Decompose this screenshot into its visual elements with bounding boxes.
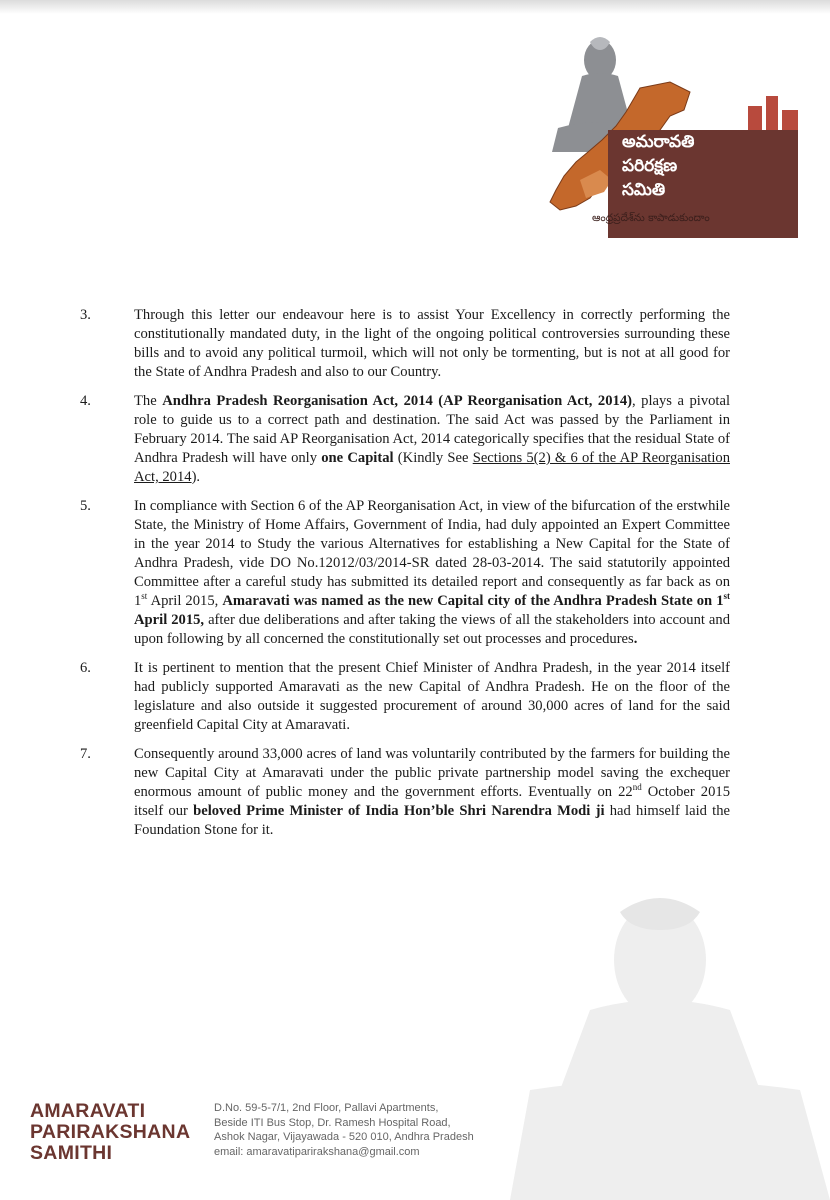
footer-email: email: amaravatiparirakshana@gmail.com (214, 1145, 420, 1158)
paragraph-text (134, 306, 730, 382)
text-run: The (134, 393, 163, 409)
footer-org-line: SAMITHI (30, 1142, 113, 1164)
paragraph-number: 4. (80, 393, 91, 409)
letter-body (80, 306, 730, 850)
text-run: April 2015, (147, 593, 223, 609)
emphasis-text: . (633, 631, 638, 647)
emphasis-text: April 2015, (134, 612, 205, 628)
emphasis-text: Amaravati was named as the new Capital city of the Andhra Pradesh State on 1 (222, 593, 724, 609)
paragraph-text (134, 392, 730, 487)
logo-tagline: ఆంధ్రప్రదేశ్‌ను కాపాడుకుందాం (592, 212, 710, 224)
paragraph-text (134, 745, 730, 840)
footer-address-line: D.No. 59-5-7/1, 2nd Floor, Pallavi Apartments, (214, 1102, 439, 1114)
text-run: (Kindly See (393, 450, 473, 466)
paragraph-text (134, 659, 730, 735)
statue-watermark (510, 890, 830, 1200)
text-run: after due deliberations and after taking the views of all the stakeholders into account and upon following by all concerned the constitutionally set out processes and procedures (134, 612, 730, 647)
paragraph-text (134, 497, 730, 649)
footer-address-line: Ashok Nagar, Vijayawada - 520 010, Andhra Pradesh (214, 1131, 474, 1144)
paragraph-number: 3. (80, 307, 91, 323)
footer-organization-name (30, 1101, 190, 1164)
text-run: Consequently around 33,000 acres of land was voluntarily contributed by the farmers for building the new Capital City at Amaravati under the public private partnership model saving the exchequer enormous amount of public money and the government efforts. Eventually on 22 (134, 746, 730, 800)
text-run: , plays a pivotal role to guide us to a correct path and destination. The said Act was passed by the Parliament in February 2014. The said AP Reorganisation Act, 2014 categorically specifies that the residual State of Andhra Pradesh will have only (134, 393, 730, 466)
emphasis-text: st (723, 591, 731, 602)
numbered-paragraph (80, 392, 730, 487)
numbered-paragraph (80, 497, 730, 649)
footer-address-line: Beside ITI Bus Stop, Dr. Ramesh Hospital Road, (214, 1116, 451, 1129)
emphasis-text: beloved Prime Minister of India Hon’ble Shri Narendra Modi ji (193, 803, 605, 819)
text-run: In compliance with Section 6 of the AP Reorganisation Act, in view of the bifurcation of the erstwhile State, the Ministry of Home Affairs, Government of India, had duly appointed an Expert Committee in the year 2014 to Study the various Alternatives for establishing a New Capital for the State of Andhra Pradesh, vide DO No.12012/03/2014-SR dated 28-03-2014. The said statutorily appointed Committee after a careful study has submitted its detailed report and consequently as far back as on 1 (134, 498, 730, 609)
text-run: ). (191, 469, 201, 485)
text-run: October 2015 itself our (134, 784, 730, 819)
text-run: Through this letter our endeavour here is to assist Your Excellency in correctly performing the constitutionally mandated duty, in the light of the ongoing political controversies surrounding these bills and to avoid any political turmoil, which will not only be tormenting, but is not at all good for the State of Andhra Pradesh and also to our Country. (134, 307, 730, 380)
paragraph-number: 7. (80, 746, 91, 762)
paragraph-number: 6. (80, 660, 91, 676)
emphasis-text: Andhra Pradesh Reorganisation Act, 2014 (AP Reorganisation Act, 2014) (162, 393, 632, 409)
footer-address (214, 1101, 474, 1159)
text-run: had himself laid the Foundation Stone for it. (134, 803, 730, 838)
emphasis-text: one Capital (321, 450, 394, 466)
footer-org-line: PARIRAKSHANA (30, 1121, 191, 1143)
section-reference: Sections 5(2) & 6 of the AP Reorganisation Act, 2014 (134, 450, 730, 485)
numbered-paragraph (80, 745, 730, 840)
numbered-paragraph (80, 306, 730, 382)
footer-org-line: AMARAVATI (30, 1100, 146, 1122)
numbered-paragraph (80, 659, 730, 735)
text-run: nd (632, 782, 642, 793)
text-run: It is pertinent to mention that the present Chief Minister of Andhra Pradesh, in the year 2014 itself had publicly supported Amaravati as the new Capital of Andhra Pradesh. He on the floor of the legislature and also outside it suggested procurement of around 30,000 acres of land for the said greenfield Capital City at Amaravati. (134, 660, 730, 733)
logo-title-line-3: సమితి (622, 180, 666, 200)
logo-title-line-1: అమరావతి (622, 132, 695, 152)
logo-title-line-2: పరిరక్షణ (622, 156, 678, 176)
text-run: st (141, 591, 148, 602)
organization-logo (520, 30, 820, 262)
page-top-edge (0, 0, 830, 14)
paragraph-number: 5. (80, 498, 91, 514)
